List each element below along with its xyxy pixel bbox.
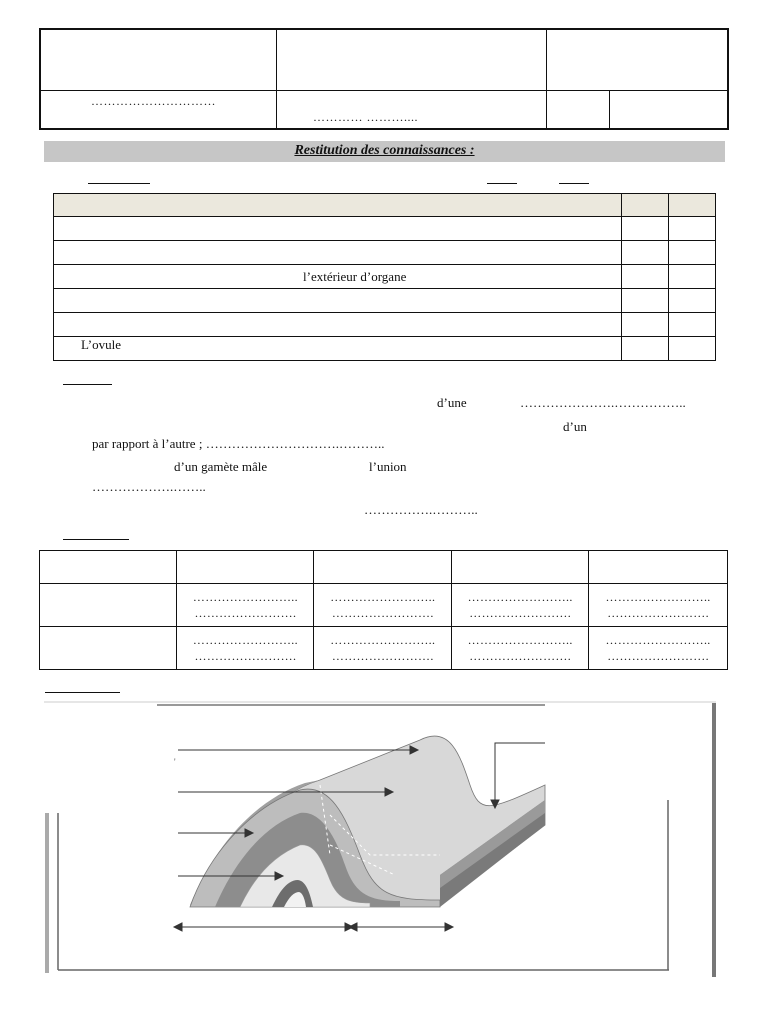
class-field[interactable]: ………… ……….... (313, 110, 418, 124)
answer-dots[interactable]: ………………….…………….. (520, 395, 686, 410)
name-field[interactable]: ………………………… (91, 94, 216, 108)
answer-dots[interactable]: ……………….…….. (92, 479, 206, 494)
table-row: …………………….. ……………………. …………………….. ……………………. …………………….. ……………………. …………………….. ……………………. (40, 584, 728, 627)
table-row (54, 241, 716, 265)
header-box (39, 28, 729, 130)
section-title: Restitution des connaissances : (294, 143, 475, 158)
exercise4-heading-underline (45, 692, 120, 693)
faux-underline (559, 183, 589, 184)
table-row: l’extérieur d’organe (54, 265, 716, 289)
true-false-table (53, 193, 716, 361)
fold-block (190, 736, 545, 907)
label-tick: ' (174, 757, 176, 767)
text-line: par rapport à l’autre ; ………………………….……….. (92, 436, 385, 451)
text-fragment: l’union (369, 459, 407, 474)
dimension-arrows (174, 923, 453, 931)
answer-dots[interactable]: …………….……….. (364, 502, 478, 517)
table-row: L’ovule (54, 337, 716, 361)
vrai-underline (487, 183, 517, 184)
text-fragment: d’une (437, 395, 467, 410)
table-header-row (54, 194, 716, 217)
exercise3-heading-underline (63, 539, 129, 540)
exercise1-heading-underline (88, 183, 150, 184)
text-fragment: d’un (563, 419, 587, 434)
table-header-row (40, 551, 728, 584)
table-row: …………………….. ……………………. …………………….. ……………………. …………………….. ……………………. …………………….. ……………………. (40, 627, 728, 670)
geology-fold-diagram (0, 695, 768, 985)
table-row (54, 217, 716, 241)
text-fragment: d’un gamète mâle (174, 459, 268, 474)
table-row (54, 289, 716, 313)
table-row (54, 313, 716, 337)
exercise2-heading-underline (63, 384, 112, 385)
section-title-bar (44, 141, 725, 162)
comparison-table (39, 550, 728, 670)
